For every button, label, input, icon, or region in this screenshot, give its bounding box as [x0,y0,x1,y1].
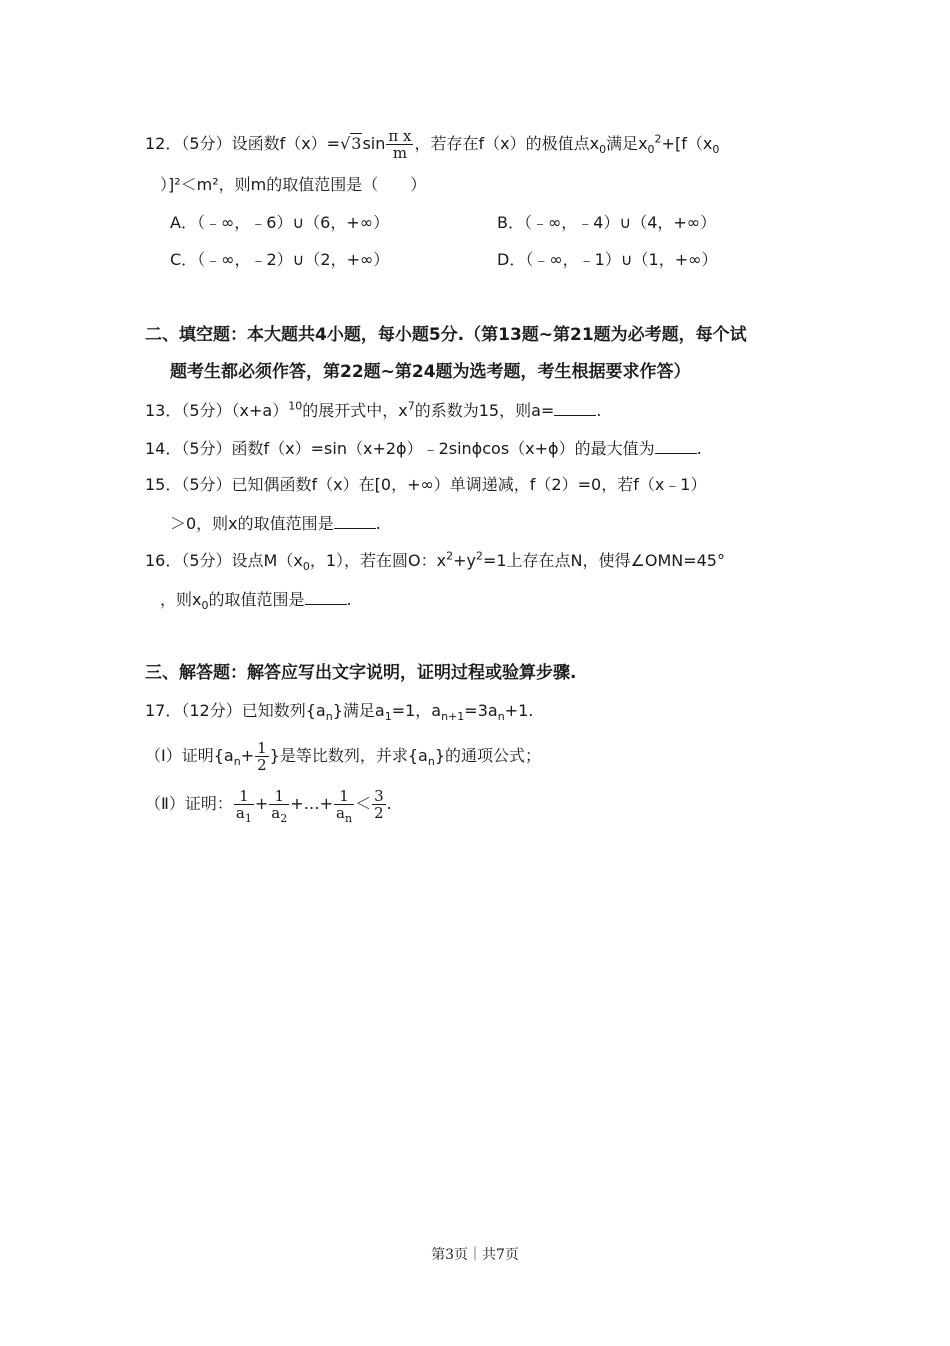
superscript: 2 [475,549,483,563]
answer-blank [554,399,596,416]
q12-score: （5分） [181,134,232,153]
fraction-pix-over-m [386,128,413,161]
section3-heading: 三、解答题：解答应写出文字说明，证明过程或验算步骤. [145,663,577,683]
period: . [346,590,352,609]
subscript: n [497,710,505,724]
q12-number: 12． [145,134,182,153]
q12-option-a: A．（﹣∞，﹣6）∪（6，+∞） [170,213,390,232]
q14-text: 14．（5分）函数f（x）=sin（x+2ϕ）﹣2sinϕcos（x+ϕ）的最大值为 [145,439,655,458]
q13-text-c: 的系数为15，则a= [414,401,555,420]
subscript: n [344,812,353,825]
q16-text-b: ，1），若在圆O：x [309,551,447,570]
fraction-numerator: 1 [269,788,289,805]
q15-text: ＞0，则x的取值范围是 [170,514,334,533]
fraction-three-halves [372,788,386,821]
fraction-denominator [234,804,254,825]
sin-text: sin [362,134,386,153]
superscript: 2 [446,549,454,563]
q12-text-c: 满足x [606,134,648,153]
subscript: n+1 [441,710,465,724]
fraction-numerator: 1 [334,788,354,805]
sqrt-symbol: √3 [340,134,362,153]
subscript: n [325,710,333,724]
q16-line1 [145,550,725,572]
fraction-numerator: 1 [234,788,254,805]
answer-blank [305,588,347,605]
q15-line2 [170,512,381,535]
q12-line2: ）]²＜m²，则m的取值范围是（ ） [160,175,427,194]
q12-option-b: B．（﹣∞，﹣4）∪（4，+∞） [497,213,717,232]
q17-text-c: =1，a [391,701,442,720]
page-footer: 第3页｜共7页 [431,1247,519,1263]
denominator-a: a [235,804,245,822]
q17-part2 [145,787,392,825]
fraction-denominator: 2 [257,756,267,774]
fraction-denominator [269,804,289,825]
fraction-1-over-a2 [269,787,289,825]
period: . [696,439,702,458]
subscript: n [233,755,241,769]
q17-part1-text-b: }是等比数列，并求{a [269,746,428,765]
subscript: 1 [244,812,252,825]
subscript: n [427,755,435,769]
plus-sign: + [240,746,255,765]
subscript: 0 [599,143,607,157]
answer-blank [655,437,697,454]
q14 [145,437,702,460]
ellipsis-sum: +…+ [290,794,334,813]
q17-part1 [145,740,541,773]
q17-text-b: }满足a [332,701,385,720]
fraction-numerator: 1 [257,739,267,757]
q17-text-e: +1. [504,701,534,720]
period: . [375,514,381,533]
q17-text-d: =3a [464,701,498,720]
q12-option-c: C．（﹣∞，﹣2）∪（2，+∞） [170,250,390,269]
answer-blank [334,512,376,529]
q17-part2-text: （Ⅱ）证明： [145,794,233,813]
fraction-1-over-an [334,787,354,825]
q13-text-b: 的展开式中，x [302,401,408,420]
q12-option-d: D．（﹣∞，﹣1）∪（1，+∞） [497,250,718,269]
less-than-sign: ＜ [355,794,372,813]
superscript: 10 [288,399,303,413]
q16-text-f: 的取值范围是 [208,590,305,609]
plus-sign: + [254,794,269,813]
q17-part1-text-a: （Ⅰ）证明{a [145,746,234,765]
q13 [145,399,601,422]
section2-heading-line1: 二、填空题：本大题共4小题，每小题5分.（第13题~第21题为必考题，每个试 [145,325,747,345]
superscript: 2 [654,132,662,146]
subscript: 0 [201,599,209,613]
subscript: 0 [712,143,720,157]
q16-text-c: +y [453,551,476,570]
fraction-numerator: 3 [374,787,384,805]
q12-line1 [145,128,719,161]
q17-line1 [145,700,533,722]
q16-text-e: ，则x [160,590,202,609]
period: . [386,794,392,813]
subscript: 1 [384,710,392,724]
subscript: 0 [647,143,655,157]
fraction-1-over-a1 [234,787,254,825]
q12-text-a: 设函数f（x）= [231,134,341,153]
fraction-denominator: m [392,144,408,162]
subscript: 2 [280,812,288,825]
fraction-denominator: 2 [374,804,384,822]
q16-text-d: =1上存在点N，使得∠OMN=45° [482,551,725,570]
fraction-numerator: π x [388,127,412,145]
subscript: 0 [302,560,310,574]
q16-line2 [160,588,352,611]
q15-line1: 15．（5分）已知偶函数f（x）在[0，+∞）单调递减，f（2）=0，若f（x﹣1） [145,475,707,494]
section2-heading-line2: 题考生都必须作答，第22题~第24题为选考题，考生根据要求作答） [170,362,691,382]
q12-text-d: +[f（x [661,134,713,153]
fraction-denominator [334,804,354,825]
denominator-a: a [271,804,281,822]
q12-text-b: ，若存在f（x）的极值点x [414,134,600,153]
q17-text-a: 17．（12分）已知数列{a [145,701,326,720]
denominator-a: a [336,804,345,822]
fraction-one-half [255,740,269,773]
q16-text-a: 16．（5分）设点M（x [145,551,303,570]
q13-text-a: 13．（5分）（x+a） [145,401,289,420]
superscript: 7 [407,399,415,413]
q17-part1-text-c: }的通项公式； [434,746,541,765]
period: . [596,401,602,420]
sqrt-radicand: 3 [351,134,362,153]
